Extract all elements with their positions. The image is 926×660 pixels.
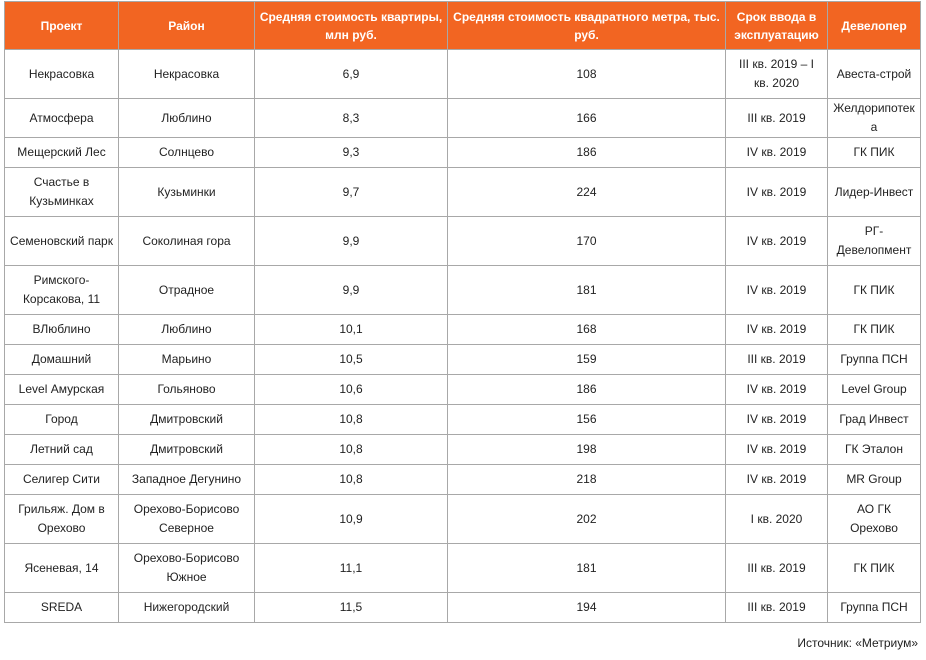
cell-sqm-price: 166 [448, 99, 726, 138]
cell-developer: АО ГК Орехово [828, 495, 921, 544]
table-row [5, 544, 921, 593]
cell-district: Нижегородский [119, 593, 255, 623]
header-district: Район [119, 2, 255, 50]
cell-avg-price: 10,1 [255, 315, 448, 345]
table-body [5, 50, 921, 623]
cell-completion: IV кв. 2019 [726, 375, 828, 405]
cell-avg-price: 11,5 [255, 593, 448, 623]
cell-avg-price: 10,9 [255, 495, 448, 544]
cell-district: Орехово-Борисово Южное [119, 544, 255, 593]
cell-developer: РГ-Девелопмент [828, 217, 921, 266]
cell-developer: Лидер-Инвест [828, 168, 921, 217]
cell-sqm-price: 168 [448, 315, 726, 345]
header-project: Проект [5, 2, 119, 50]
cell-project: Селигер Сити [5, 465, 119, 495]
cell-project: Мещерский Лес [5, 138, 119, 168]
table-row [5, 138, 921, 168]
cell-sqm-price: 198 [448, 435, 726, 465]
cell-completion: IV кв. 2019 [726, 217, 828, 266]
cell-sqm-price: 218 [448, 465, 726, 495]
table-row [5, 168, 921, 217]
cell-district: Люблино [119, 315, 255, 345]
cell-sqm-price: 181 [448, 544, 726, 593]
cell-sqm-price: 181 [448, 266, 726, 315]
cell-project: Счастье в Кузьминках [5, 168, 119, 217]
table-row [5, 593, 921, 623]
cell-district: Кузьминки [119, 168, 255, 217]
cell-completion: III кв. 2019 [726, 544, 828, 593]
cell-developer: Авеста-строй [828, 50, 921, 99]
cell-district: Дмитровский [119, 405, 255, 435]
source-note: Источник: «Метриум» [797, 636, 918, 650]
table-row [5, 50, 921, 99]
cell-project: SREDA [5, 593, 119, 623]
cell-completion: III кв. 2019 [726, 593, 828, 623]
table-row [5, 99, 921, 138]
cell-avg-price: 10,8 [255, 435, 448, 465]
cell-sqm-price: 108 [448, 50, 726, 99]
cell-sqm-price: 202 [448, 495, 726, 544]
cell-sqm-price: 194 [448, 593, 726, 623]
cell-project: Город [5, 405, 119, 435]
table-row [5, 405, 921, 435]
cell-project: Римского-Корсакова, 11 [5, 266, 119, 315]
cell-developer: Группа ПСН [828, 345, 921, 375]
cell-district: Некрасовка [119, 50, 255, 99]
cell-avg-price: 11,1 [255, 544, 448, 593]
cell-avg-price: 10,6 [255, 375, 448, 405]
table-row [5, 495, 921, 544]
cell-avg-price: 10,8 [255, 405, 448, 435]
cell-developer: ГК ПИК [828, 315, 921, 345]
header-completion: Срок ввода в эксплуатацию [726, 2, 828, 50]
cell-developer: Группа ПСН [828, 593, 921, 623]
cell-completion: IV кв. 2019 [726, 405, 828, 435]
cell-district: Гольяново [119, 375, 255, 405]
header-avg-sqm-price: Средняя стоимость квадратного метра, тыс. руб. [448, 2, 726, 50]
cell-sqm-price: 186 [448, 138, 726, 168]
table-row [5, 217, 921, 266]
header-developer: Девелопер [828, 2, 921, 50]
cell-developer: ГК Эталон [828, 435, 921, 465]
cell-district: Отрадное [119, 266, 255, 315]
cell-completion: III кв. 2019 [726, 345, 828, 375]
cell-completion: IV кв. 2019 [726, 315, 828, 345]
cell-avg-price: 6,9 [255, 50, 448, 99]
cell-avg-price: 8,3 [255, 99, 448, 138]
cell-completion: IV кв. 2019 [726, 465, 828, 495]
cell-avg-price: 10,8 [255, 465, 448, 495]
cell-district: Соколиная гора [119, 217, 255, 266]
cell-district: Марьино [119, 345, 255, 375]
table-row [5, 465, 921, 495]
cell-district: Орехово-Борисово Северное [119, 495, 255, 544]
cell-sqm-price: 186 [448, 375, 726, 405]
table-row [5, 375, 921, 405]
cell-project: Семеновский парк [5, 217, 119, 266]
cell-developer: ГК ПИК [828, 138, 921, 168]
cell-district: Люблино [119, 99, 255, 138]
cell-project: Грильяж. Дом в Орехово [5, 495, 119, 544]
cell-district: Дмитровский [119, 435, 255, 465]
table-header [5, 2, 921, 50]
table-row [5, 315, 921, 345]
cell-project: Level Амурская [5, 375, 119, 405]
cell-project: ВЛюблино [5, 315, 119, 345]
cell-sqm-price: 156 [448, 405, 726, 435]
cell-completion: IV кв. 2019 [726, 138, 828, 168]
cell-developer: Level Group [828, 375, 921, 405]
cell-completion: III кв. 2019 [726, 99, 828, 138]
cell-sqm-price: 170 [448, 217, 726, 266]
cell-developer: ГК ПИК [828, 544, 921, 593]
apartments-table [4, 1, 921, 623]
table-row [5, 266, 921, 315]
header-row [5, 2, 921, 50]
cell-completion: IV кв. 2019 [726, 435, 828, 465]
cell-district: Западное Дегунино [119, 465, 255, 495]
cell-project: Атмосфера [5, 99, 119, 138]
cell-completion: IV кв. 2019 [726, 168, 828, 217]
cell-project: Домашний [5, 345, 119, 375]
cell-completion: IV кв. 2019 [726, 266, 828, 315]
cell-district: Солнцево [119, 138, 255, 168]
cell-avg-price: 9,3 [255, 138, 448, 168]
cell-sqm-price: 159 [448, 345, 726, 375]
cell-sqm-price: 224 [448, 168, 726, 217]
cell-completion: I кв. 2020 [726, 495, 828, 544]
cell-project: Летний сад [5, 435, 119, 465]
cell-developer: MR Group [828, 465, 921, 495]
cell-project: Ясеневая, 14 [5, 544, 119, 593]
cell-completion: III кв. 2019 – I кв. 2020 [726, 50, 828, 99]
table-row [5, 435, 921, 465]
header-avg-price: Средняя стоимость квартиры, млн руб. [255, 2, 448, 50]
cell-project: Некрасовка [5, 50, 119, 99]
cell-avg-price: 9,9 [255, 266, 448, 315]
cell-avg-price: 9,7 [255, 168, 448, 217]
cell-developer: ГК ПИК [828, 266, 921, 315]
cell-developer: Град Инвест [828, 405, 921, 435]
cell-avg-price: 9,9 [255, 217, 448, 266]
table-row [5, 345, 921, 375]
cell-avg-price: 10,5 [255, 345, 448, 375]
cell-developer: Желдорипотека [828, 99, 921, 138]
